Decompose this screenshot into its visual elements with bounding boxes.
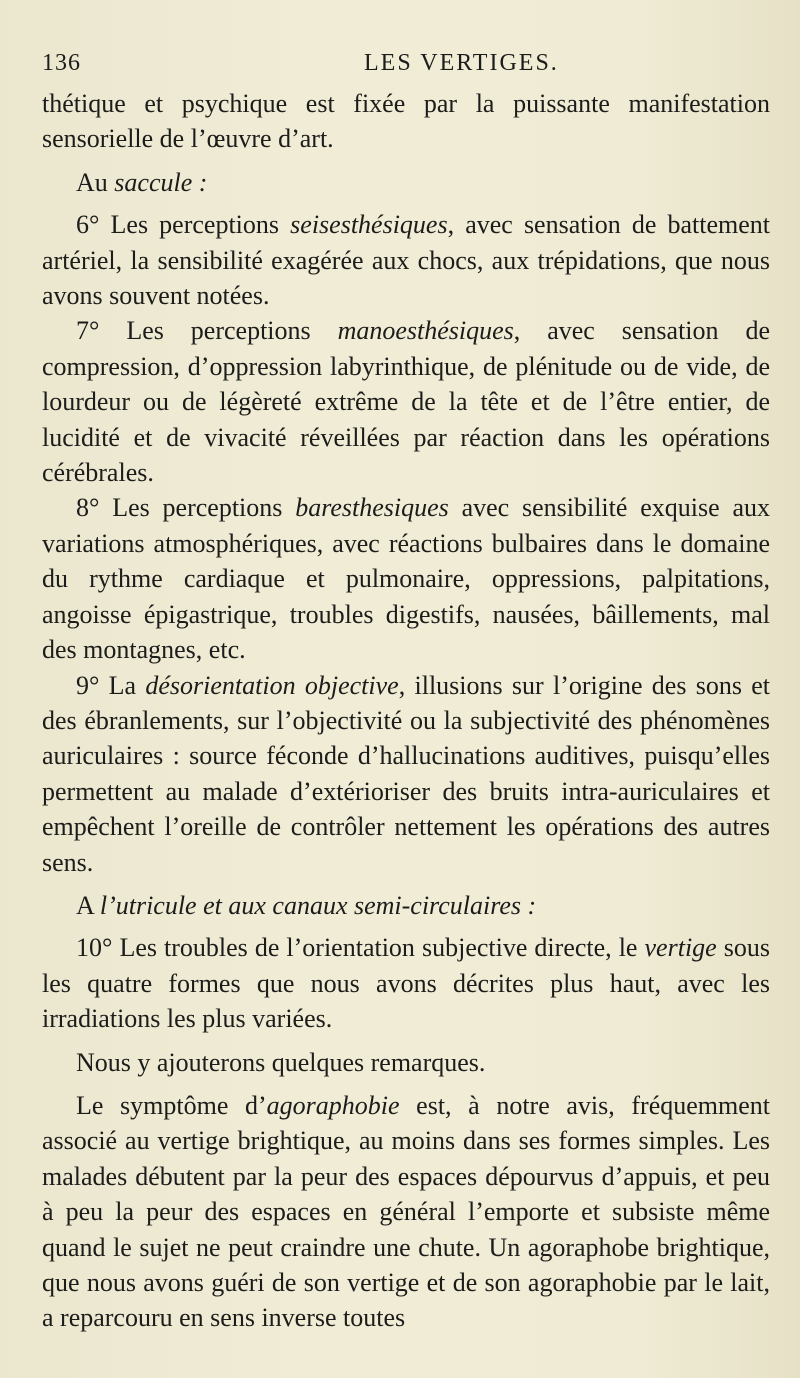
heading-saccule-prefix: Au <box>76 167 115 197</box>
body-text <box>42 86 770 1336</box>
paragraph-continuation: thétique et psychique est fixée par la puissante manifestation sensorielle de l’œuvre d’art. <box>42 89 770 154</box>
paragraph-item-10 <box>42 930 770 1036</box>
heading-utricule <box>42 888 770 923</box>
item-9-term: désorientation objective <box>145 670 399 700</box>
item-8-lead: 8° Les perceptions <box>76 493 296 523</box>
item-6-lead: 6° Les perceptions <box>76 210 291 240</box>
item-9-lead: 9° La <box>76 670 146 700</box>
item-10-text: sous les quatre formes que nous avons décrites plus haut, avec les irradiations les plus variées. <box>42 933 770 1034</box>
paragraph-remarks-intro: Nous y ajouterons quelques remarques. <box>76 1047 486 1077</box>
heading-utricule-term: l’utricule et aux canaux semi-circulaires : <box>99 890 537 920</box>
item-7-lead: 7° Les perceptions <box>76 316 338 346</box>
item-8-term: baresthesiques <box>295 493 449 523</box>
item-10-term: vertige <box>644 933 717 963</box>
item-10-lead: 10° Les troubles de l’orientation subjective directe, le <box>76 933 645 963</box>
item-6-text: , avec sensation de battement artériel, la sensibilité exagérée aux chocs, aux trépidations, que nous avons souvent notées. <box>42 210 770 311</box>
paragraph-agoraphobie <box>42 1088 770 1336</box>
paragraph-item-9 <box>42 668 770 880</box>
heading-saccule-term: saccule : <box>114 167 208 197</box>
item-7-text: , avec sensation de compression, d’oppression labyrinthique, de plénitude ou de vide, de lourdeur ou de légèreté extrême de la tête et de l’être entier, de lucidité et de vivacité réveillées par réaction dans les opérations cérébrales. <box>42 316 770 488</box>
running-title: LES VERTIGES. <box>364 50 559 76</box>
item-7-term: manoesthésiques <box>337 316 514 346</box>
paragraph-item-8 <box>42 490 770 667</box>
item-9-text: , illusions sur l’origine des sons et des ébranlements, sur l’objectivité ou la subjectivité des phénomènes auriculaires : source féconde d’hallucinations auditives, puisqu’elles permettent au malade d’extérioriser des bruits intra-auriculaires et empêchent l’oreille de contrôler nettement les opérations des autres sens. <box>42 670 770 877</box>
heading-utricule-prefix: A <box>76 890 100 920</box>
running-head <box>42 50 782 80</box>
agoraphobie-lead: Le symptôme d’ <box>76 1090 267 1120</box>
page-number: 136 <box>42 50 81 76</box>
paragraph-item-7 <box>42 313 770 490</box>
item-6-term: seisesthésiques <box>290 210 448 240</box>
agoraphobie-text: est, à notre avis, fréquemment associé au vertige brightique, au moins dans ses formes simples. Les malades débutent par la peur des espaces dépourvus d’appuis, et peu à peu la peur des espaces en général l’emporte et subsiste même quand le sujet ne peut craindre une chute. Un agoraphobe brightique, que nous avons guéri de son vertige et de son agoraphobie par le lait, a reparcouru en sens inverse toutes <box>42 1090 770 1333</box>
agoraphobie-term: agoraphobie <box>266 1090 400 1120</box>
item-8-text: avec sensibilité exquise aux variations atmosphériques, avec réactions bulbaires dans le domaine du rythme cardiaque et pulmonaire, oppressions, palpitations, angoisse épigastrique, troubles digestifs, nausées, bâillements, mal des montagnes, etc. <box>42 493 770 665</box>
heading-saccule <box>42 165 770 200</box>
paragraph-item-6 <box>42 207 770 313</box>
